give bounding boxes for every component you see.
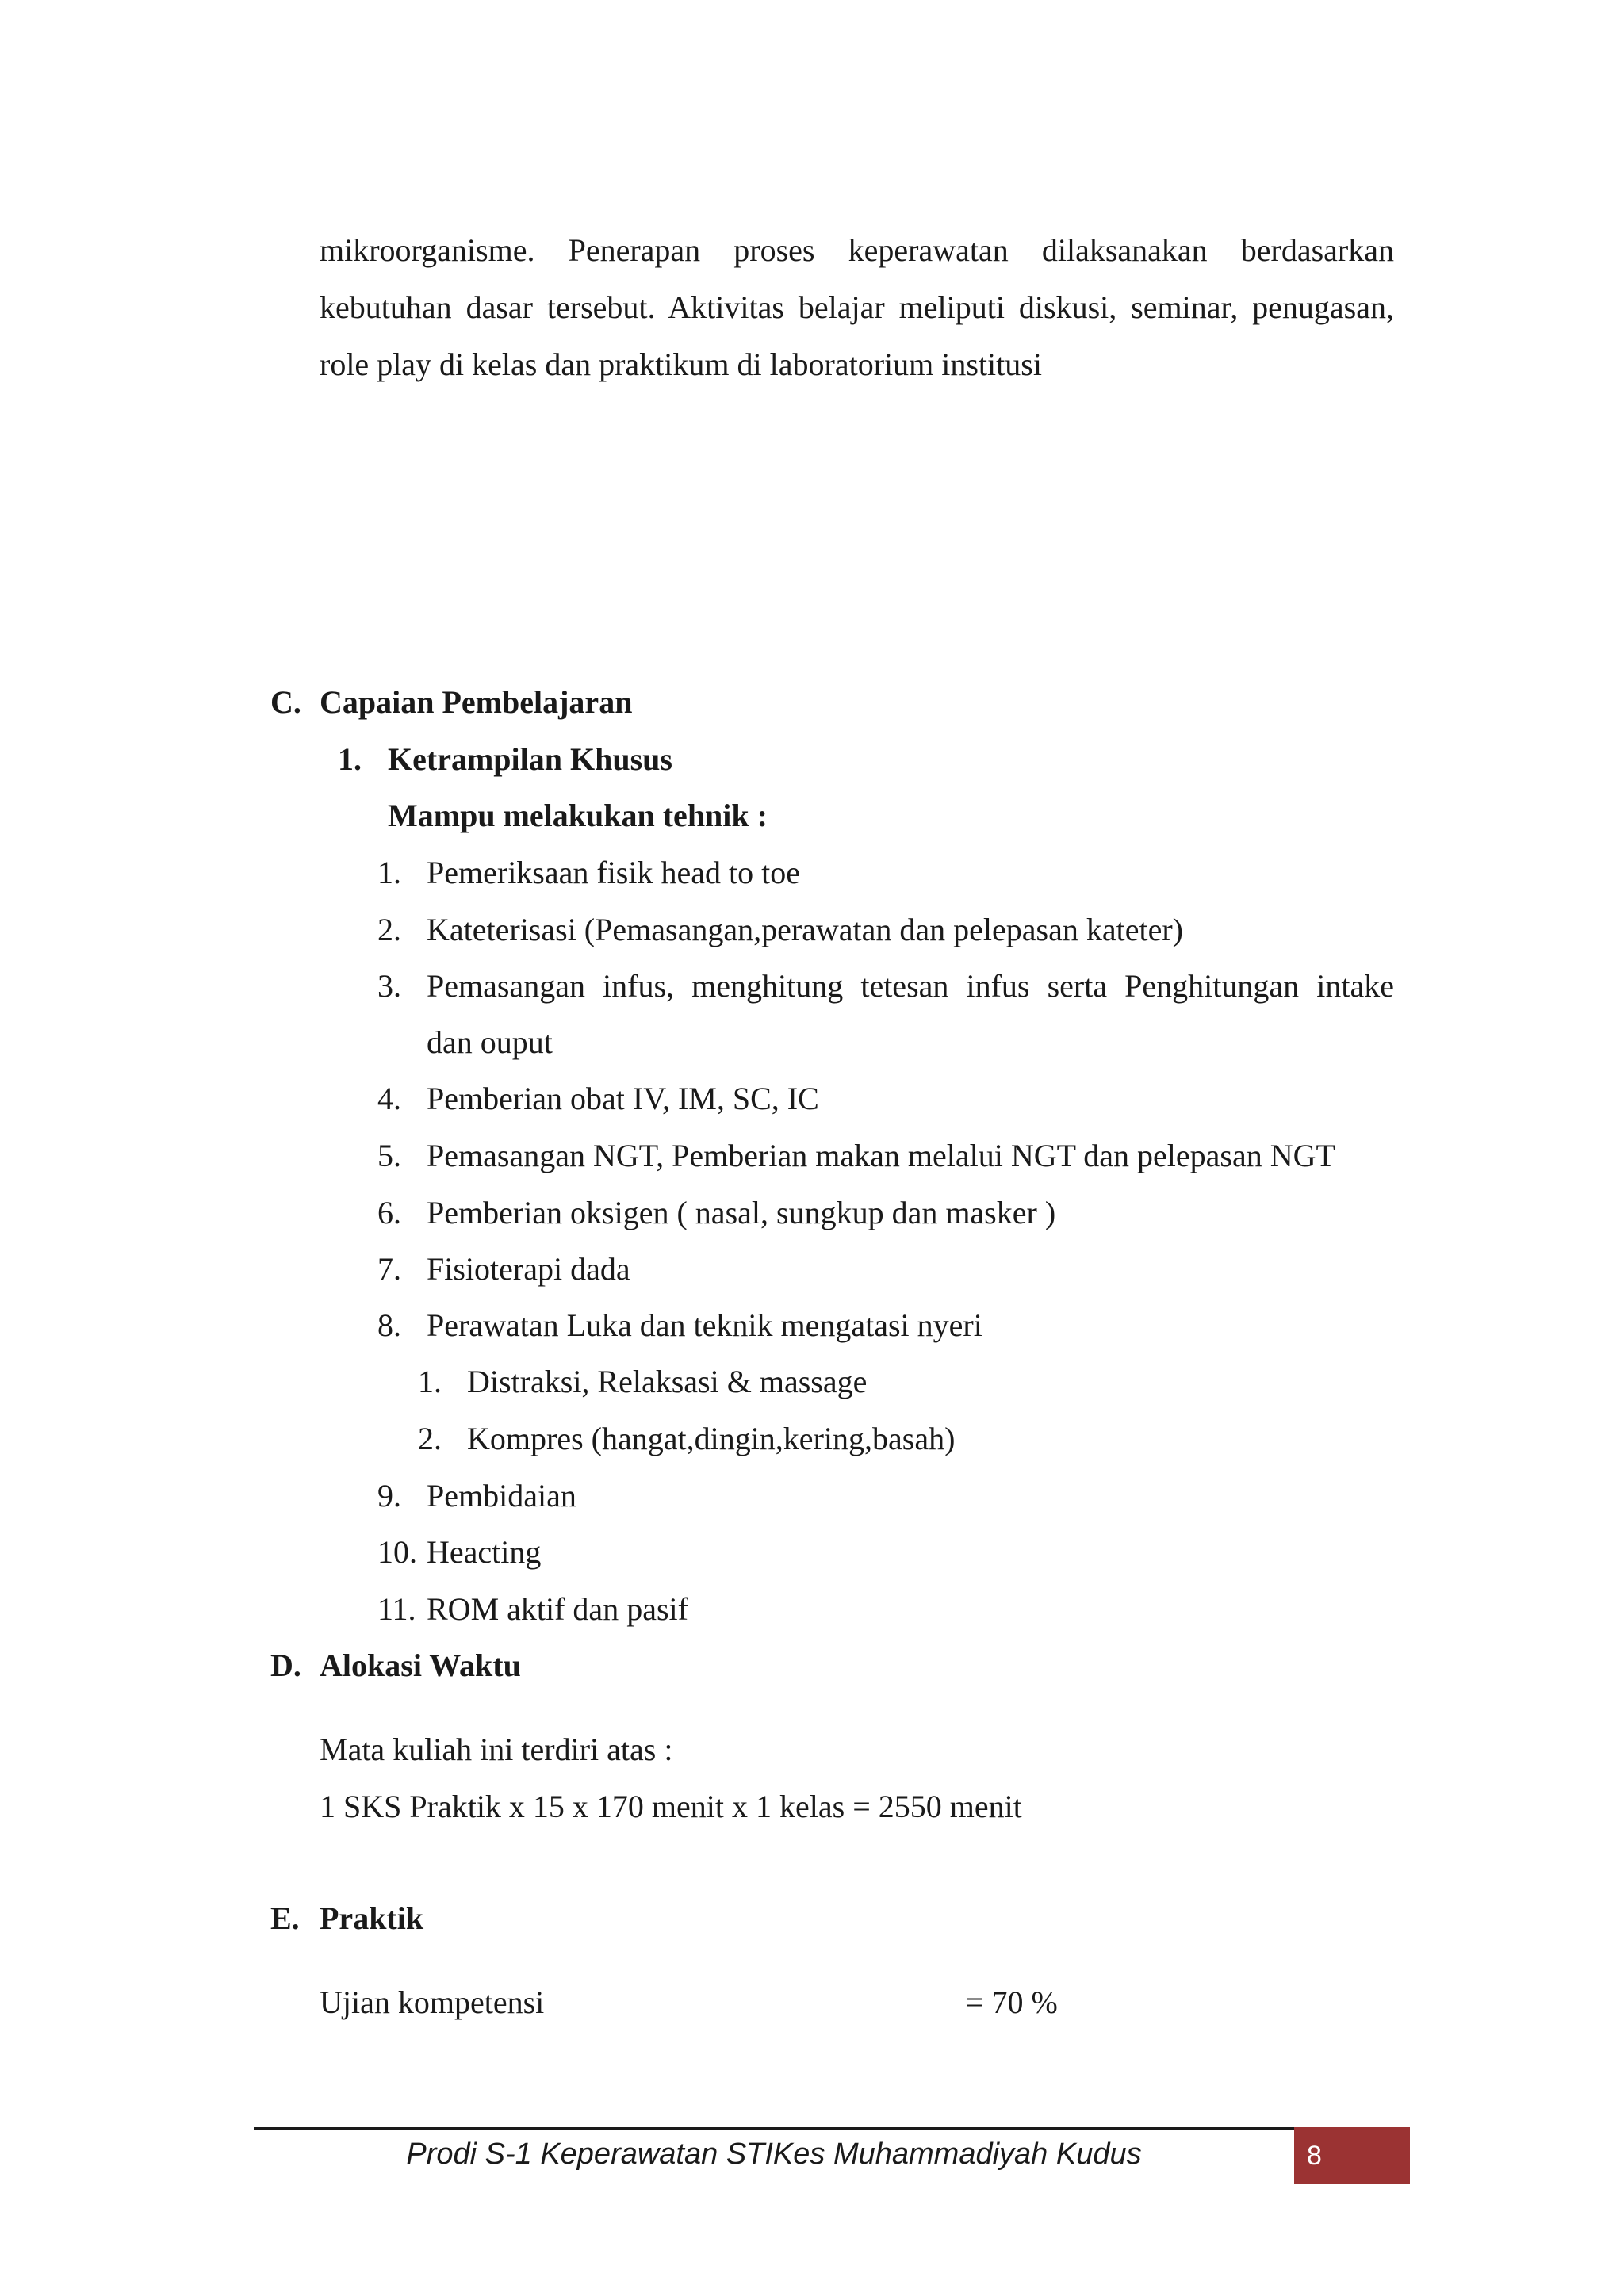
section-d-letter: D. <box>270 1647 301 1683</box>
intro-line-2: kebutuhan dasar tersebut. Aktivitas belajar meliputi diskusi, seminar, penugasan, <box>320 289 1394 325</box>
sub-list-item-number: 2. <box>418 1421 442 1456</box>
list-item-number: 4. <box>377 1081 401 1116</box>
list-item-text-continued: dan ouput <box>427 1024 553 1060</box>
sub-list-item-text: Kompres (hangat,dingin,kering,basah) <box>467 1421 956 1456</box>
list-item-text: Fisioterapi dada <box>427 1251 630 1287</box>
list-item-number: 10. <box>377 1534 417 1570</box>
list-item-number: 2. <box>377 912 401 947</box>
footer-text: Prodi S-1 Keperawatan STIKes Muhammadiyah Kudus <box>406 2137 1142 2171</box>
list-item-text: Heacting <box>427 1534 542 1570</box>
page-number-badge: 8 <box>1294 2127 1410 2184</box>
list-item-number: 6. <box>377 1195 401 1230</box>
list-item-text: Perawatan Luka dan teknik mengatasi nyeri <box>427 1307 982 1343</box>
list-item-number: 8. <box>377 1307 401 1343</box>
alokasi-line-1: Mata kuliah ini terdiri atas : <box>320 1732 673 1767</box>
praktik-row-label: Ujian kompetensi <box>320 1984 545 2020</box>
list-item-number: 7. <box>377 1251 401 1287</box>
footer-divider <box>254 2127 1294 2130</box>
skills-lead: Mampu melakukan tehnik : <box>388 798 768 833</box>
list-item-text: Pemberian obat IV, IM, SC, IC <box>427 1081 819 1116</box>
list-item-number: 11. <box>377 1591 416 1627</box>
sub-list-item-text: Distraksi, Relaksasi & massage <box>467 1364 868 1399</box>
list-item-number: 1. <box>377 855 401 890</box>
list-item-text: Pembidaian <box>427 1478 576 1513</box>
intro-line-1: mikroorganisme. Penerapan proses keperawatan dilaksanakan berdasarkan <box>320 232 1394 268</box>
list-item-text: Pemeriksaan fisik head to toe <box>427 855 800 890</box>
list-item-text: Pemasangan infus, menghitung tetesan infus serta Penghitungan intake <box>427 968 1394 1004</box>
intro-line-3: role play di kelas dan praktikum di laboratorium institusi <box>320 346 1042 382</box>
section-e-letter: E. <box>270 1900 300 1936</box>
section-d-title: Alokasi Waktu <box>320 1647 521 1683</box>
praktik-row-value: = 70 % <box>966 1984 1058 2020</box>
subsection-number: 1. <box>338 741 362 777</box>
list-item-text: Kateterisasi (Pemasangan,perawatan dan pelepasan kateter) <box>427 912 1183 947</box>
sub-list-item-number: 1. <box>418 1364 442 1399</box>
section-c-letter: C. <box>270 684 301 720</box>
list-item-number: 9. <box>377 1478 401 1513</box>
section-e-title: Praktik <box>320 1900 424 1936</box>
list-item-text: ROM aktif dan pasif <box>427 1591 688 1627</box>
list-item-text: Pemberian oksigen ( nasal, sungkup dan masker ) <box>427 1195 1056 1230</box>
list-item-number: 5. <box>377 1138 401 1173</box>
subsection-title: Ketrampilan Khusus <box>388 741 672 777</box>
section-c-title: Capaian Pembelajaran <box>320 684 633 720</box>
list-item-text: Pemasangan NGT, Pemberian makan melalui NGT dan pelepasan NGT <box>427 1138 1335 1173</box>
alokasi-line-2: 1 SKS Praktik x 15 x 170 menit x 1 kelas = 2550 menit <box>320 1789 1022 1824</box>
list-item-number: 3. <box>377 968 401 1004</box>
